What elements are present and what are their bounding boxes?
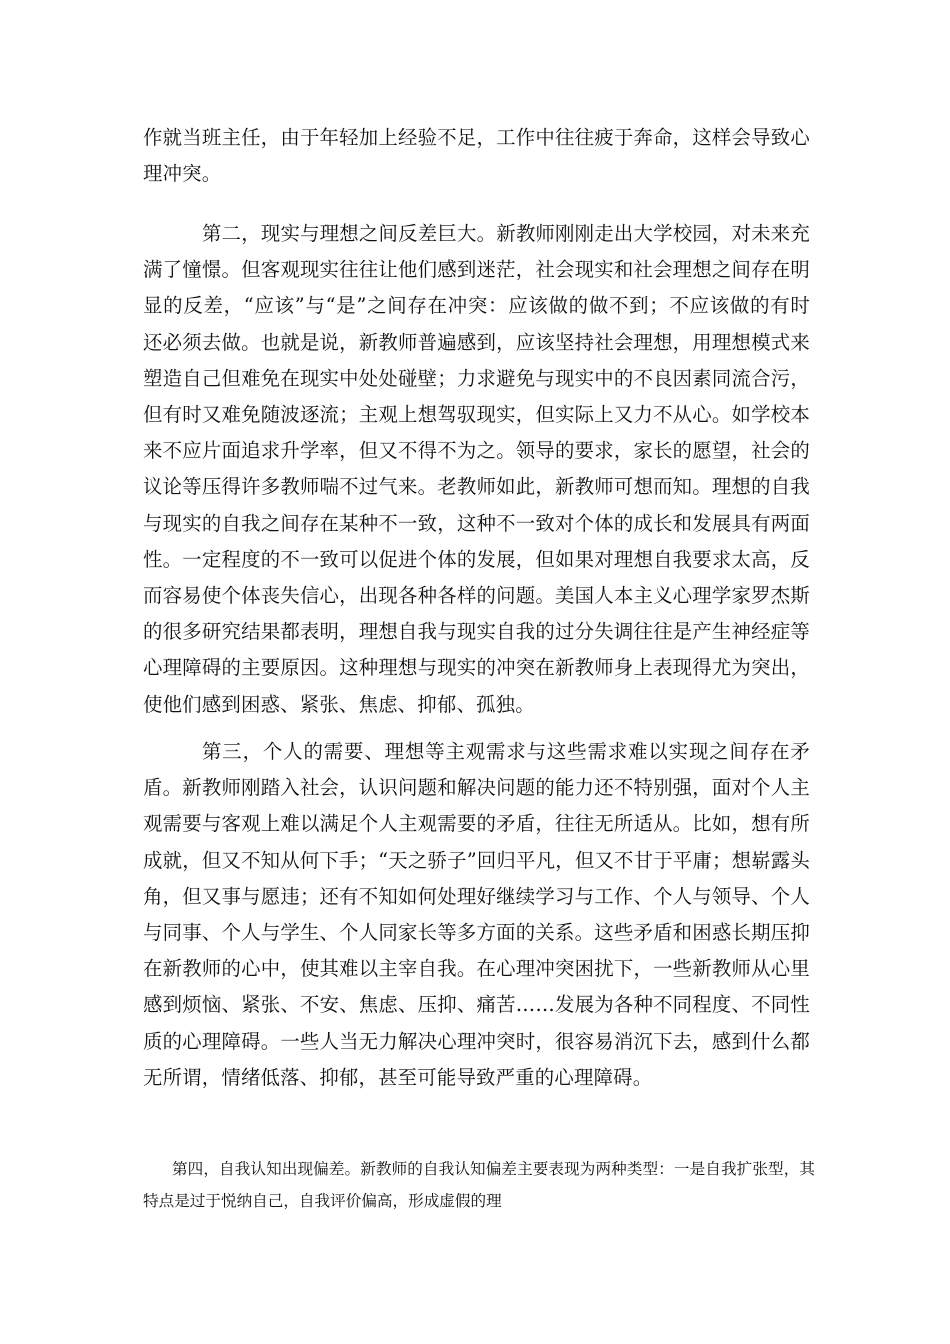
paragraph-fourth-point: 第四，自我认知出现偏差。新教师的自我认知偏差主要表现为两种类型：一是自我扩张型，其特点是过于悦纳自己，自我评价偏高，形成虚假的理 — [143, 1160, 815, 1210]
paragraph-third-point: 第三，个人的需要、理想等主观需求与这些需求难以实现之间存在矛盾。新教师刚踏入社会，认识问题和解决问题的能力还不特别强，面对个人主观需要与客观上难以满足个人主观需要的矛盾，往往无所适从。比如，想有所成就，但又不知从何下手；“天之骄子”回归平凡，但又不甘于平庸；想崭露头角，但又事与愿违；还有不知如何处理好继续学习与工作、个人与领导、个人与同事、个人与学生、个人同家长等多方面的关系。这些矛盾和困惑长期压抑在新教师的心中，使其难以主宰自我。在心理冲突困扰下，一些新教师从心里感到烦恼、紧张、不安、焦虑、压抑、痛苦……发展为各种不同程度、不同性质的心理障碍。一些人当无力解决心理冲突时，很容易消沉下去，感到什么都无所谓，情绪低落、抑郁，甚至可能导致严重的心理障碍。 — [143, 740, 810, 1089]
paragraph-second-point: 第二，现实与理想之间反差巨大。新教师刚刚走出大学校园，对未来充满了憧憬。但客观现实往往让他们感到迷茫，社会现实和社会理想之间存在明显的反差，“应该”与“是”之间存在冲突：应该做的做不到；不应该做的有时还必须去做。也就是说，新教师普遍感到，应该坚持社会理想，用理想模式来塑造自己但难免在现实中处处碰壁；力求避免与现实中的不良因素同流合污，但有时又难免随波逐流；主观上想驾驭现实，但实际上又力不从心。如学校本来不应片面追求升学率，但又不得不为之。领导的要求，家长的愿望，社会的议论等压得许多教师喘不过气来。老教师如此，新教师可想而知。理想的自我与现实的自我之间存在某种不一致，这种不一致对个体的成长和发展具有两面性。一定程度的不一致可以促进个体的发展，但如果对理想自我要求太高，反而容易使个体丧失信心，出现各种各样的问题。美国人本主义心理学家罗杰斯的很多研究结果都表明，理想自我与现实自我的过分失调往往是产生神经症等心理障碍的主要原因。这种理想与现实的冲突在新教师身上表现得尤为突出，使他们感到困惑、紧张、焦虑、抑郁、孤独。 — [143, 222, 810, 716]
paragraph-continuation: 作就当班主任，由于年轻加上经验不足，工作中往往疲于奔命，这样会导致心理冲突。 — [143, 126, 810, 186]
